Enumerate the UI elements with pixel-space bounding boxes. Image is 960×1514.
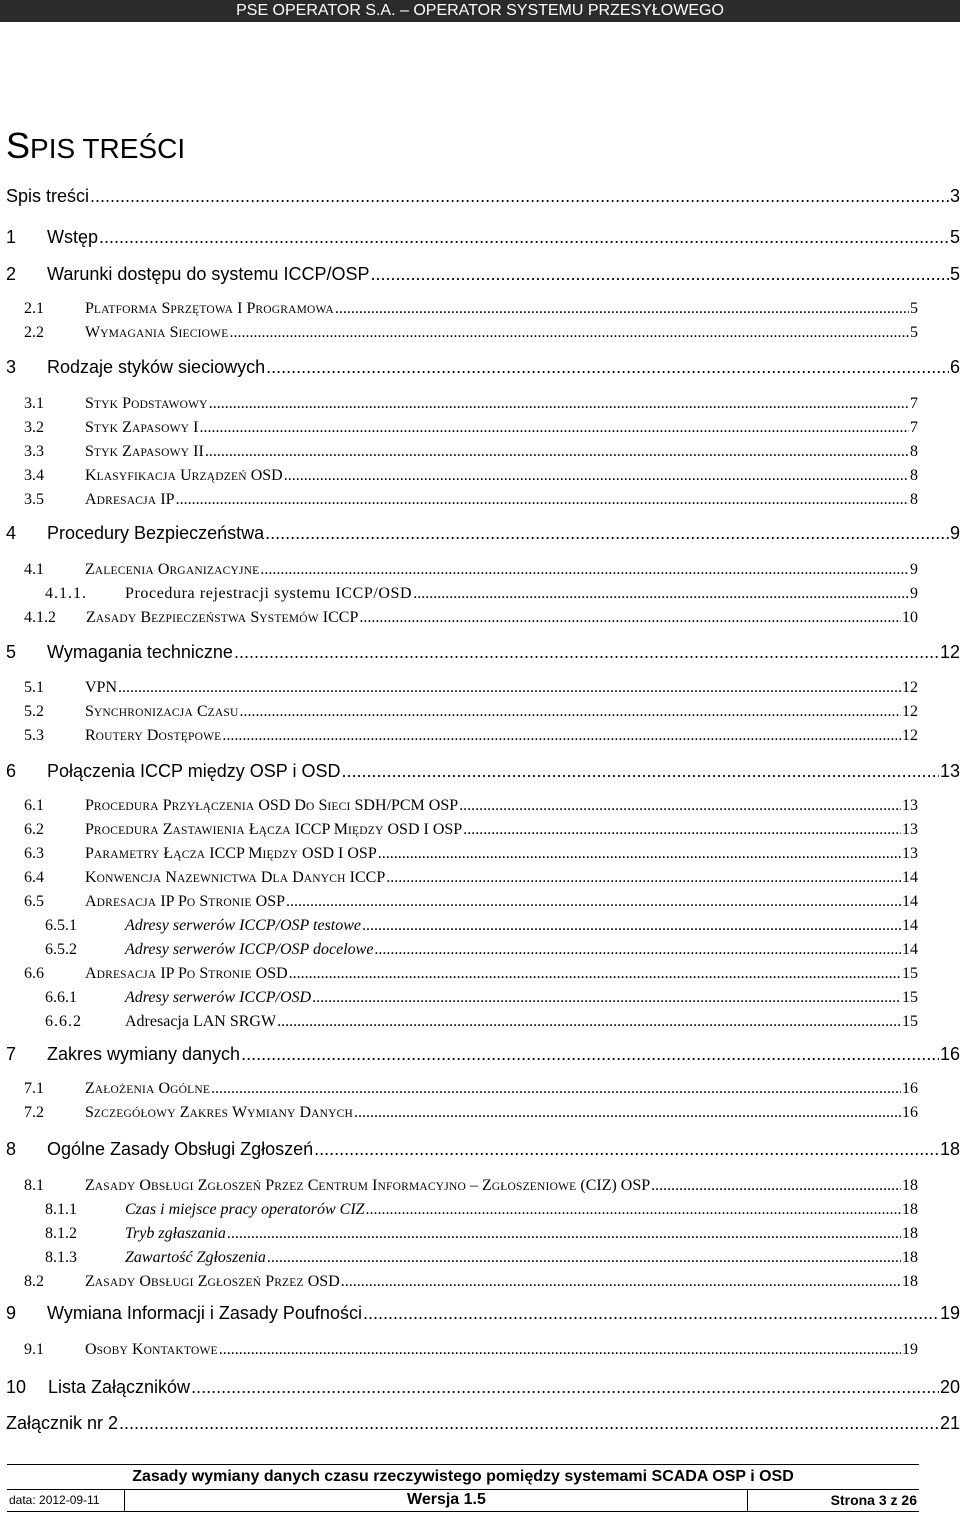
toc-entry-title: Ogólne Zasady Obsługi Zgłoszeń	[47, 1139, 314, 1159]
toc-entry-title: ADRESACJA IP	[85, 491, 175, 508]
toc-entry-number: 4.1	[24, 561, 44, 578]
toc-entry[interactable]	[24, 1080, 918, 1100]
toc-entry[interactable]	[24, 821, 918, 841]
toc-entry-number: 6.1	[24, 797, 44, 814]
toc-entry[interactable]	[6, 357, 960, 381]
toc-entry-page: 3	[949, 186, 960, 206]
toc-entry-leader	[362, 917, 901, 935]
toc-entry-number: 8.1.1	[45, 1201, 77, 1218]
toc-entry-title: STYK ZAPASOWY I	[85, 419, 199, 436]
toc-entry-leader	[413, 585, 909, 603]
toc-entry-leader	[99, 227, 949, 248]
toc-entry-page: 13	[902, 797, 918, 814]
toc-entry-title: ADRESACJA IP PO STRONIE OSP	[85, 893, 286, 910]
toc-entry-number: 6.6.2	[45, 1013, 82, 1030]
toc-entry-title: OSOBY KONTAKTOWE	[85, 1341, 218, 1358]
toc-entry-number: 3.3	[24, 443, 44, 460]
toc-entry-leader	[341, 761, 939, 782]
toc-entry-leader	[222, 727, 901, 745]
toc-entry[interactable]	[6, 264, 960, 288]
toc-entry[interactable]	[6, 761, 960, 785]
toc-entry-title: Załącznik nr 2	[6, 1413, 119, 1433]
toc-entry-title: ZAŁOŻENIA OGÓLNE	[85, 1080, 211, 1097]
toc-entry-page: 12	[902, 679, 918, 696]
toc-entry-title: ZASADY BEZPIECZEŃSTWA SYSTEMÓW ICCP	[86, 609, 359, 626]
toc-entry-title: ROUTERY DOSTĘPOWE	[85, 727, 222, 744]
toc-entry-leader	[651, 1177, 901, 1195]
toc-entry-title: Tryb zgłaszania	[125, 1225, 226, 1242]
toc-entry-number: 7	[6, 1044, 17, 1064]
toc-entry-leader	[354, 1104, 901, 1122]
toc-entry-leader	[359, 609, 901, 627]
toc-entry-title: ADRESACJA IP PO STRONIE OSD	[85, 965, 288, 982]
toc-entry-leader	[199, 419, 909, 437]
footer-version: Wersja 1.5	[407, 1491, 486, 1508]
toc-entry-page: 13	[902, 845, 918, 862]
toc-entry-title: KLASYFIKACJA URZĄDZEŃ OSD	[85, 467, 283, 484]
toc-entry-number: 8.1.3	[45, 1249, 77, 1266]
toc-entry-page: 18	[902, 1249, 918, 1266]
toc-entry-page: 5	[910, 324, 918, 341]
toc-entry-title: Adresacja LAN SRGW	[125, 1013, 277, 1030]
toc-entry-page: 7	[910, 395, 918, 412]
toc-entry-page: 18	[902, 1177, 918, 1194]
toc-entry-page: 5	[949, 227, 960, 247]
toc-entry-leader	[312, 989, 901, 1007]
toc-entry-title: Czas i miejsce pracy operatorów CIZ	[125, 1201, 365, 1218]
toc-entry-title: Lista Załączników	[48, 1377, 191, 1397]
toc-entry[interactable]	[45, 1249, 918, 1269]
toc-entry-number: 8.1	[24, 1177, 44, 1194]
toc-entry[interactable]	[24, 869, 918, 889]
toc-entry-number: 2.2	[24, 324, 44, 341]
footer-divider	[124, 1490, 125, 1511]
toc-entry-title: Zawartość Zgłoszenia	[125, 1249, 266, 1266]
toc-entry-number: 6.6.1	[45, 989, 77, 1006]
toc-entry[interactable]	[45, 1201, 918, 1221]
toc-entry-page: 16	[939, 1044, 960, 1064]
toc-entry-leader	[234, 642, 939, 663]
toc-entry-title: Adresy serwerów ICCP/OSD	[125, 989, 312, 1006]
toc-entry-page: 6	[949, 357, 960, 377]
toc-entry-title: Spis treści	[6, 186, 90, 206]
toc-entry-number: 9.1	[24, 1341, 44, 1358]
toc-entry-leader	[267, 1249, 901, 1267]
toc-entry-title: KONWENCJA NAZEWNICTWA DLA DANYCH ICCP	[85, 869, 386, 886]
toc-entry-page: 12	[902, 727, 918, 744]
toc-entry-page: 16	[902, 1104, 918, 1121]
toc-entry-page: 5	[910, 300, 918, 317]
toc-entry-page: 9	[910, 561, 918, 578]
toc-entry[interactable]	[24, 443, 918, 463]
toc-entry-title: Warunki dostępu do systemu ICCP/OSP	[47, 264, 370, 284]
toc-entry-title: Rodzaje styków sieciowych	[47, 357, 266, 377]
footer	[7, 1464, 919, 1512]
toc-entry-leader	[227, 1225, 901, 1243]
toc-entry-title: VPN	[85, 679, 118, 696]
toc-entry-page: 8	[910, 443, 918, 460]
toc-entry-leader	[366, 1201, 901, 1219]
toc-entry[interactable]	[6, 1413, 960, 1437]
toc-entry-number: 5	[6, 642, 17, 662]
toc-entry-number: 5.3	[24, 727, 44, 744]
toc-entry-leader	[284, 467, 909, 485]
toc-entry-leader	[386, 869, 901, 887]
toc-entry-page: 15	[902, 989, 918, 1006]
toc-entry-number: 6	[6, 761, 17, 781]
toc-entry-leader	[277, 1013, 901, 1031]
toc-entry-page: 15	[902, 1013, 918, 1030]
toc-entry[interactable]	[24, 300, 918, 320]
toc-entry[interactable]	[6, 1303, 960, 1327]
toc-entry[interactable]	[24, 419, 918, 439]
toc-entry-page: 18	[939, 1139, 960, 1159]
toc-entry-page: 14	[902, 893, 918, 910]
header-text: PSE OPERATOR S.A. – OPERATOR SYSTEMU PRZESYŁOWEGO	[236, 2, 724, 19]
toc-entry[interactable]	[24, 797, 918, 817]
toc-entry-page: 9	[949, 523, 960, 543]
toc-entry-number: 2	[6, 264, 17, 284]
toc-entry-page: 13	[902, 821, 918, 838]
toc-entry-title: Adresy serwerów ICCP/OSP testowe	[125, 917, 361, 934]
toc-entry[interactable]	[24, 467, 918, 487]
toc-entry[interactable]	[24, 893, 918, 913]
toc-entry-leader	[240, 703, 902, 721]
toc-entry-leader	[211, 1080, 901, 1098]
toc-entry[interactable]	[6, 1139, 960, 1163]
title-rest: PIS TREŚCI	[30, 133, 186, 164]
toc-entry-leader	[335, 300, 909, 318]
toc-entry-title: Procedura rejestracji systemu ICCP/OSD	[125, 585, 413, 602]
toc-entry-title: Połączenia ICCP między OSP i OSD	[47, 761, 341, 781]
toc-entry-title: Wymagania techniczne	[47, 642, 233, 662]
toc-entry[interactable]	[24, 324, 918, 344]
footer-page: Strona 3 z 26	[830, 1492, 917, 1508]
toc-entry[interactable]	[24, 395, 918, 415]
toc-entry-leader	[209, 395, 909, 413]
toc-entry[interactable]	[24, 491, 918, 511]
toc-entry-number: 6.5.1	[45, 917, 77, 934]
toc-entry[interactable]	[6, 642, 960, 666]
toc-entry-leader	[90, 186, 949, 207]
toc-entry[interactable]	[24, 1341, 918, 1361]
toc-entry-number: 2.1	[24, 300, 44, 317]
toc-entry[interactable]	[24, 703, 918, 723]
toc-entry-title: ZASADY OBSŁUGI ZGŁOSZEŃ PRZEZ CENTRUM INFORMACYJNO – ZGŁOSZENIOWE (CIZ) OSP	[85, 1177, 651, 1194]
toc-entry-title: ZASADY OBSŁUGI ZGŁOSZEŃ PRZEZ OSD	[85, 1273, 340, 1290]
toc-entry-leader	[378, 845, 901, 863]
toc-entry-leader	[363, 1303, 939, 1324]
toc-entry-title: Wstęp	[47, 227, 99, 247]
toc-entry-page: 16	[902, 1080, 918, 1097]
toc-entry-title: WYMAGANIA SIECIOWE	[85, 324, 229, 341]
toc-entry-title: ZALECENIA ORGANIZACYJNE	[85, 561, 260, 578]
toc-entry-leader	[118, 679, 901, 697]
toc-entry[interactable]	[6, 186, 960, 210]
toc-entry-number: 5.1	[24, 679, 44, 696]
toc-entry-number: 6.5.2	[45, 941, 77, 958]
toc-entry-number: 6.6	[24, 965, 44, 982]
toc-entry[interactable]	[6, 1044, 960, 1068]
toc-entry-leader	[219, 1341, 901, 1359]
toc-entry-title: STYK ZAPASOWY II	[85, 443, 204, 460]
footer-title: Zasady wymiany danych czasu rzeczywistego pomiędzy systemami SCADA OSP i OSD	[132, 1468, 794, 1485]
toc-entry-page: 18	[902, 1273, 918, 1290]
footer-divider	[747, 1490, 748, 1511]
toc-entry-number: 8.1.2	[45, 1225, 77, 1242]
toc-entry-title: PROCEDURA PRZYŁĄCZENIA OSD DO SIECI SDH/PCM OSP	[85, 797, 459, 814]
toc-entry[interactable]	[24, 1273, 918, 1293]
toc-entry-number: 9	[6, 1303, 17, 1323]
toc-entry-leader	[370, 264, 949, 285]
toc-entry-leader	[341, 1273, 901, 1291]
footer-row	[7, 1489, 919, 1511]
toc-entry-page: 20	[939, 1377, 960, 1397]
toc-entry-number: 6.4	[24, 869, 44, 886]
toc-entry[interactable]	[6, 227, 960, 251]
toc-entry-number: 8.2	[24, 1273, 44, 1290]
toc-entry-leader	[260, 561, 909, 579]
toc-entry-leader	[176, 491, 909, 509]
toc-entry[interactable]	[45, 941, 918, 961]
toc-entry-page: 5	[949, 264, 960, 284]
toc-entry-page: 9	[910, 585, 918, 602]
toc-entry-number: 7.2	[24, 1104, 44, 1121]
toc-entry[interactable]	[24, 1177, 918, 1197]
toc-entry-page: 15	[902, 965, 918, 982]
toc-entry[interactable]	[24, 561, 918, 581]
toc-entry-leader	[205, 443, 909, 461]
toc-entry-leader	[241, 1044, 939, 1065]
toc-entry-page: 10	[902, 609, 918, 626]
toc-entry[interactable]	[24, 727, 918, 747]
toc-entry-number: 6.5	[24, 893, 44, 910]
toc-entry[interactable]	[24, 965, 918, 985]
toc-entry[interactable]	[6, 1377, 960, 1401]
toc-entry-page: 8	[910, 467, 918, 484]
toc-entry[interactable]	[24, 609, 918, 629]
toc-entry-number: 5.2	[24, 703, 44, 720]
toc-entry-leader	[463, 821, 901, 839]
toc-entry-page: 14	[902, 941, 918, 958]
toc-entry[interactable]	[6, 523, 960, 547]
toc-entry[interactable]	[24, 1104, 918, 1124]
toc-entry-number: 3.5	[24, 491, 44, 508]
toc-entry-number: 4.1.1.	[45, 585, 87, 602]
toc-entry-leader	[286, 893, 901, 911]
toc-entry[interactable]	[24, 679, 918, 699]
toc-entry-number: 1	[6, 227, 17, 247]
toc-entry-page: 18	[902, 1201, 918, 1218]
toc-entry-leader	[191, 1377, 939, 1398]
toc-entry[interactable]	[24, 845, 918, 865]
toc-entry-leader	[459, 797, 901, 815]
toc-entry-page: 13	[939, 761, 960, 781]
toc-entry-page: 12	[939, 642, 960, 662]
toc-entry-number: 7.1	[24, 1080, 44, 1097]
title-initial: S	[6, 125, 31, 166]
toc-entry-leader	[119, 1413, 939, 1434]
toc-entry-page: 21	[939, 1413, 960, 1433]
toc-entry-number: 10	[6, 1377, 27, 1397]
toc-entry-page: 8	[910, 491, 918, 508]
toc-entry[interactable]	[45, 585, 918, 605]
toc-entry-page: 14	[902, 869, 918, 886]
toc-entry[interactable]	[45, 1013, 918, 1033]
toc-entry-leader	[289, 965, 901, 983]
toc-entry-title: Procedury Bezpieczeństwa	[47, 523, 265, 543]
toc-entry-title: STYK PODSTAWOWY	[85, 395, 208, 412]
toc-entry-page: 7	[910, 419, 918, 436]
toc-entry-number: 3.2	[24, 419, 44, 436]
toc-entry-title: Wymiana Informacji i Zasady Poufności	[47, 1303, 362, 1323]
toc-entry-title: SZCZEGÓŁOWY ZAKRES WYMIANY DANYCH	[85, 1104, 353, 1121]
toc-entry-number: 4	[6, 523, 17, 543]
toc-entry-number: 4.1.2	[24, 609, 56, 626]
toc-entry-number: 8	[6, 1139, 17, 1159]
toc-entry-page: 18	[902, 1225, 918, 1242]
toc-entry[interactable]	[45, 1225, 918, 1245]
toc-entry-page: 19	[902, 1341, 918, 1358]
toc-entry-leader	[229, 324, 909, 342]
toc-entry-title: PROCEDURA ZASTAWIENIA ŁĄCZA ICCP MIĘDZY OSD I OSP	[85, 821, 463, 838]
toc-entry-number: 6.2	[24, 821, 44, 838]
toc-entry[interactable]	[45, 989, 918, 1009]
toc-entry[interactable]	[45, 917, 918, 937]
toc-entry-title: PLATFORMA SPRZĘTOWA I PROGRAMOWA	[85, 300, 334, 317]
toc-entry-number: 3	[6, 357, 17, 377]
toc-entry-title: PARAMETRY ŁĄCZA ICCP MIĘDZY OSD I OSP	[85, 845, 377, 862]
toc-entry-leader	[374, 941, 901, 959]
footer-date: data: 2012-09-11	[9, 1493, 100, 1507]
toc-entry-leader	[266, 357, 949, 378]
toc-entry-leader	[265, 523, 949, 544]
toc-entry-page: 12	[902, 703, 918, 720]
toc-entry-number: 3.4	[24, 467, 44, 484]
toc-entry-leader	[314, 1139, 939, 1160]
toc-entry-title: Adresy serwerów ICCP/OSP docelowe	[125, 941, 374, 958]
toc-entry-title: SYNCHRONIZACJA CZASU	[85, 703, 239, 720]
toc-entry-title: Zakres wymiany danych	[47, 1044, 241, 1064]
toc-entry-number: 3.1	[24, 395, 44, 412]
toc-entry-page: 14	[902, 917, 918, 934]
toc-entry-number: 6.3	[24, 845, 44, 862]
toc-entry-page: 19	[939, 1303, 960, 1323]
